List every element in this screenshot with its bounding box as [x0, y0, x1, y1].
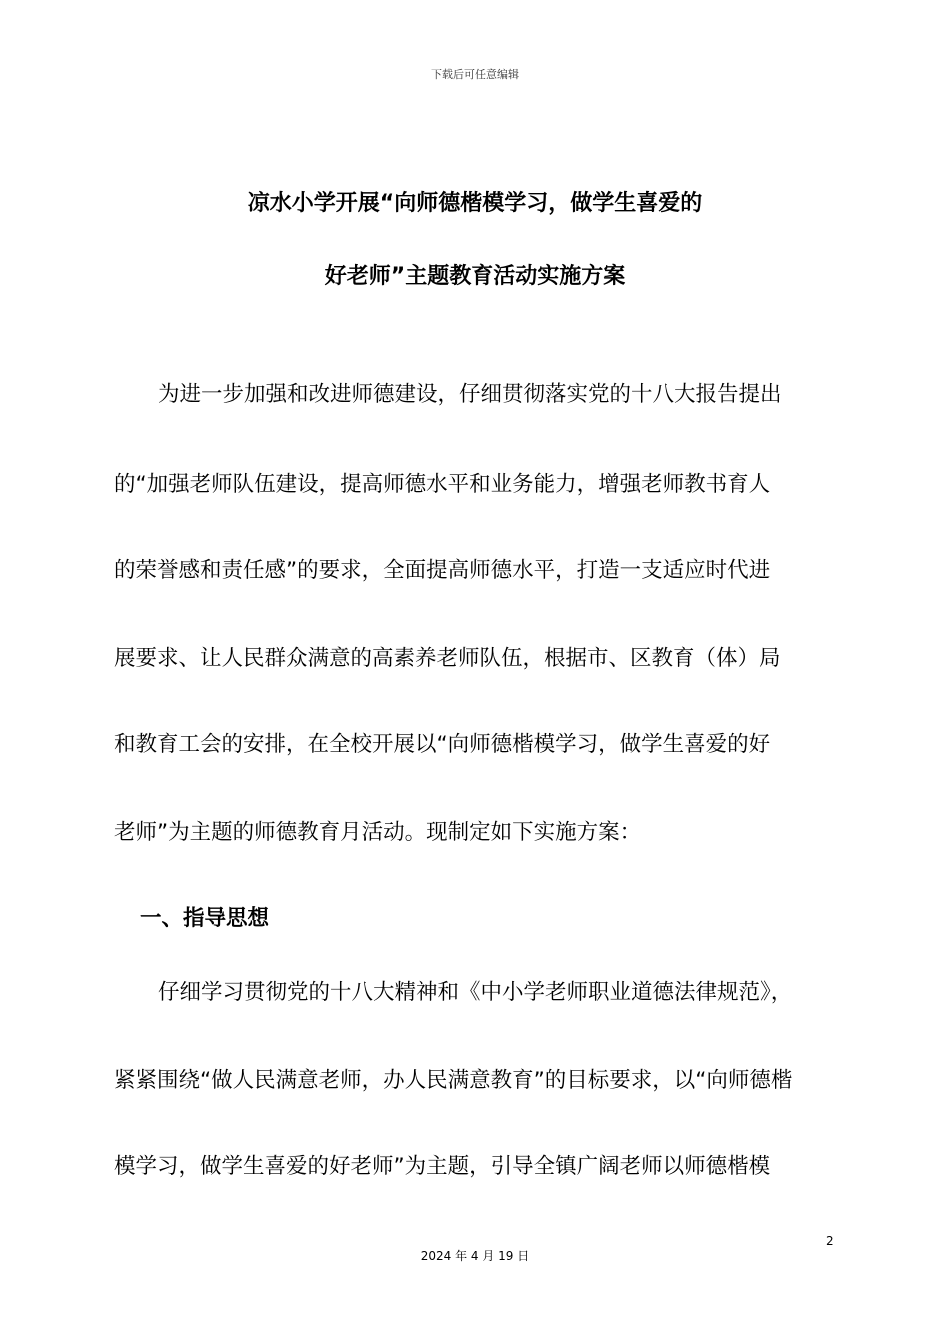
- intro-line-2: 的“加强老师队伍建设，提高师德水平和业务能力，增强老师教书育人: [114, 472, 771, 497]
- intro-line-6: 老师”为主题的师德教育月活动。现制定如下实施方案：: [114, 820, 642, 845]
- intro-line-4: 展要求、让人民群众满意的高素养老师队伍，根据市、区教育（体）局: [114, 646, 781, 671]
- page-number: 2: [826, 1234, 834, 1248]
- section1-line-3: 模学习，做学生喜爱的好老师”为主题，引导全镇广阔老师以师德楷模: [114, 1154, 771, 1179]
- intro-line-1: 为进一步加强和改进师德建设，仔细贯彻落实党的十八大报告提出: [158, 382, 782, 407]
- section1-line-1: 仔细学习贯彻党的十八大精神和《中小学老师职业道德法律规范》，: [158, 980, 793, 1005]
- title-line-2: 好老师”主题教育活动实施方案: [324, 264, 626, 289]
- section-heading-guiding-ideology: 一、指导思想: [140, 906, 270, 931]
- section1-line-2: 紧紧围绕“做人民满意老师，办人民满意教育”的目标要求，以“向师德楷: [114, 1068, 793, 1093]
- page-header-note: 下载后可任意编辑: [431, 68, 519, 81]
- footer-date: 2024 年 4 月 19 日: [420, 1249, 530, 1263]
- title-line-1: 凉水小学开展“向师德楷模学习，做学生喜爱的: [247, 191, 703, 216]
- intro-line-3: 的荣誉感和责任感”的要求，全面提高师德水平，打造一支适应时代进: [114, 558, 771, 583]
- intro-line-5: 和教育工会的安排，在全校开展以“向师德楷模学习，做学生喜爱的好: [114, 732, 771, 757]
